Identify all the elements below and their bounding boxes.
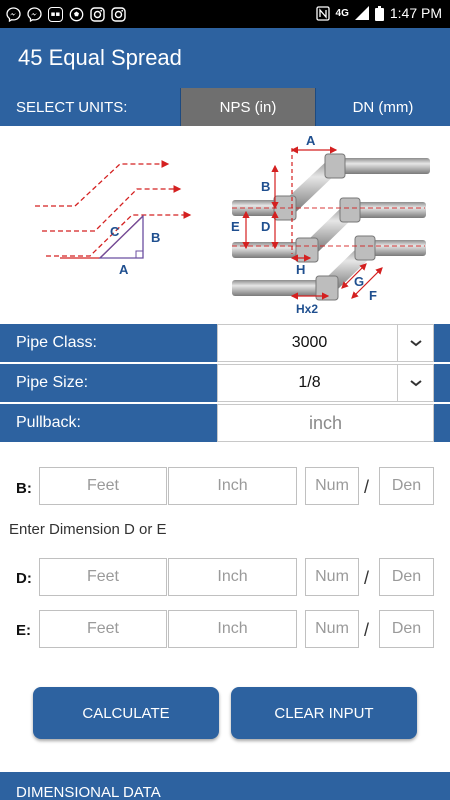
b-feet-field xyxy=(39,467,167,505)
row-edge xyxy=(434,364,450,402)
chevron-down-icon[interactable] xyxy=(397,365,433,401)
units-selector xyxy=(0,88,450,126)
pullback-label-text: Pullback: xyxy=(16,414,81,431)
system-icons xyxy=(316,5,442,21)
b-feet-input[interactable] xyxy=(40,468,166,504)
e-num-field xyxy=(305,610,359,648)
clear-input-button[interactable] xyxy=(231,687,417,739)
pipe-class-label-text: Pipe Class: xyxy=(16,334,97,351)
calculate-button[interactable] xyxy=(33,687,219,739)
notification-icons xyxy=(0,7,126,22)
battery-icon xyxy=(375,6,384,21)
dim-label-d: D xyxy=(261,219,271,234)
tab-nps-label: NPS (in) xyxy=(219,98,277,116)
pipe-size-label-text: Pipe Size: xyxy=(16,374,89,391)
soccer-ball-icon xyxy=(69,7,84,22)
row-edge xyxy=(434,324,450,362)
messenger-icon xyxy=(27,7,42,22)
dim-d-label: D: xyxy=(16,570,32,587)
pullback-label xyxy=(0,404,217,442)
dim-label-g: G xyxy=(354,274,365,289)
nfc-icon xyxy=(316,6,330,21)
e-feet-input[interactable] xyxy=(40,611,166,647)
pipe-size-label xyxy=(0,364,217,402)
pipe-size-select[interactable] xyxy=(217,364,434,402)
page-title: 45 Equal Spread xyxy=(18,45,182,70)
e-inch-input[interactable] xyxy=(169,611,296,647)
e-den-input[interactable] xyxy=(380,611,433,647)
d-inch-input[interactable] xyxy=(169,559,296,595)
b-inch-input[interactable] xyxy=(169,468,296,504)
dim-label-f: F xyxy=(369,288,377,303)
fraction-slash: / xyxy=(364,568,370,588)
triangle-label-c: C xyxy=(110,224,120,239)
fraction-slash: / xyxy=(364,620,370,640)
b-num-field xyxy=(305,467,359,505)
offset-schematic xyxy=(35,164,190,258)
status-bar xyxy=(0,0,450,28)
dim-label-b: B xyxy=(261,179,271,194)
dim-label-a: A xyxy=(306,133,316,148)
clear-input-button-label: CLEAR INPUT xyxy=(274,704,374,722)
dimension-hint: Enter Dimension D or E xyxy=(9,521,167,538)
units-label: SELECT UNITS: xyxy=(16,99,128,116)
triangle-label-a: A xyxy=(119,262,129,277)
app-bar xyxy=(0,28,450,88)
b-inch-field xyxy=(168,467,297,505)
dim-label-hx2: Hx2 xyxy=(296,302,319,316)
signal-icon xyxy=(355,6,369,20)
tab-dn[interactable] xyxy=(315,88,450,126)
e-feet-field xyxy=(39,610,167,648)
chevron-down-icon[interactable] xyxy=(397,325,433,361)
e-den-field xyxy=(379,610,434,648)
d-inch-field xyxy=(168,558,297,596)
d-den-field xyxy=(379,558,434,596)
dimensional-data-header[interactable] xyxy=(0,772,450,800)
dim-e-label: E: xyxy=(16,622,31,639)
e-inch-field xyxy=(168,610,297,648)
fraction-slash: / xyxy=(364,477,370,497)
tab-dn-label: DN (mm) xyxy=(352,98,414,116)
d-feet-field xyxy=(39,558,167,596)
triangle-label-b: B xyxy=(151,230,161,245)
b-den-input[interactable] xyxy=(380,468,433,504)
instagram-icon xyxy=(90,7,105,22)
dim-label-e: E xyxy=(231,219,240,234)
messenger-icon xyxy=(6,7,21,22)
dimensional-data-title: DIMENSIONAL DATA xyxy=(16,784,161,800)
spread-diagram xyxy=(0,128,450,320)
tab-nps[interactable] xyxy=(180,88,315,126)
pipe-class-label xyxy=(0,324,217,362)
d-num-input[interactable] xyxy=(306,559,358,595)
b-den-field xyxy=(379,467,434,505)
lte-icon: 4G xyxy=(335,7,349,19)
d-feet-input[interactable] xyxy=(40,559,166,595)
clock: 1:47 PM xyxy=(389,5,442,21)
calculate-button-label: CALCULATE xyxy=(82,704,170,722)
triangle xyxy=(100,216,160,277)
row-edge xyxy=(434,404,450,442)
b-num-input[interactable] xyxy=(306,468,358,504)
pullback-input[interactable] xyxy=(218,413,433,434)
imdb-icon: ▪▪ xyxy=(48,7,63,22)
instagram-icon xyxy=(111,7,126,22)
d-num-field xyxy=(305,558,359,596)
d-den-input[interactable] xyxy=(380,559,433,595)
dim-b-label: B: xyxy=(16,480,32,497)
pipe-class-value: 3000 xyxy=(291,334,328,351)
pipe-size-value: 1/8 xyxy=(298,374,321,391)
e-num-input[interactable] xyxy=(306,611,358,647)
dim-label-h: H xyxy=(296,262,306,277)
pullback-input-box xyxy=(217,404,434,442)
pipe-class-select[interactable] xyxy=(217,324,434,362)
